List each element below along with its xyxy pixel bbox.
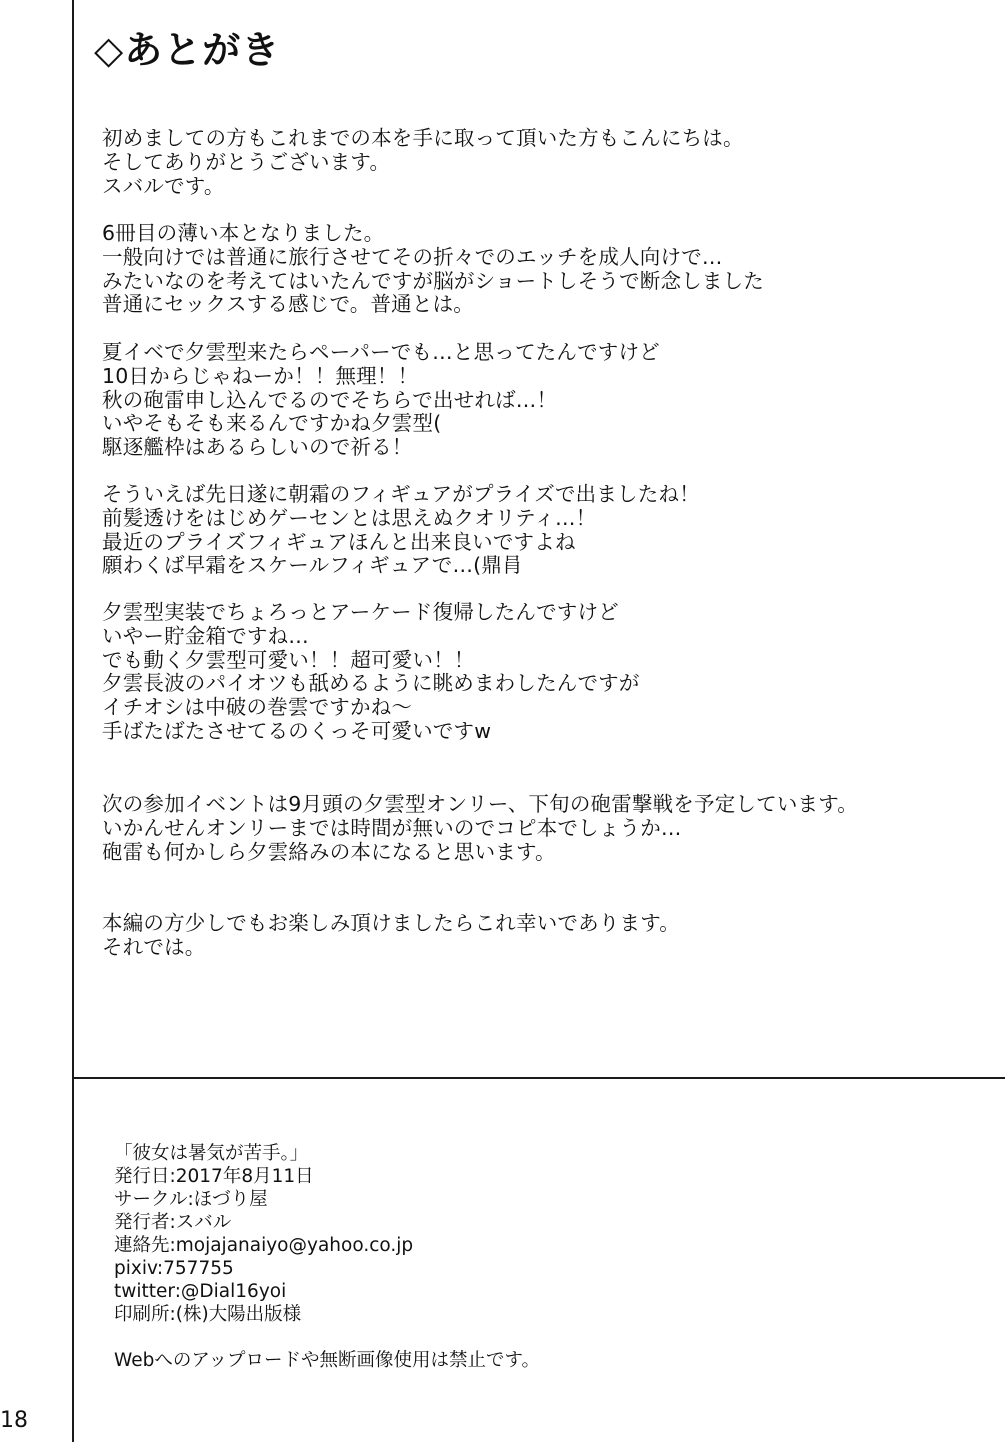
text-line: 願わくば早霜をスケールフィギュアで…(鼎肙 xyxy=(102,553,523,578)
text-line: そういえば先日遂に朝霜のフィギュアがプライズで出ましたね！ xyxy=(102,482,700,506)
text-line: 最近のプライズフィギュアほんと出来良いですよね xyxy=(102,529,576,554)
pixiv-id: pixiv:757755 xyxy=(114,1258,234,1279)
text-line: 次の参加イベントは9月頭の夕雲型オンリー、下旬の砲雷撃戦を予定しています。 xyxy=(102,792,858,816)
text-line: 夕雲長波のパイオツも舐めるように眺めまわしたんですが xyxy=(102,671,640,696)
printer-name: 印刷所:(株)大陽出版様 xyxy=(114,1304,302,1325)
text-line: いやー貯金箱ですね… xyxy=(102,623,309,648)
page-number: 18 xyxy=(0,1408,28,1433)
text-line: 前髪透けをはじめゲーセンとは思えぬクオリティ…！ xyxy=(102,505,597,530)
text-line: 手ばたばたさせてるのくっそ可愛いですw xyxy=(102,718,492,743)
text-line: 6冊目の薄い本となりました。 xyxy=(102,221,385,245)
text-line: 本編の方少しでもお楽しみ頂けましたらこれ幸いであります。 xyxy=(102,911,680,935)
text-line: 秋の砲雷申し込んでるのでそちらで出せれば…！ xyxy=(102,387,558,412)
text-line: でも動く夕雲型可愛い！！超可愛い！！ xyxy=(102,647,475,672)
text-line: 普通にセックスする感じで。普通とは。 xyxy=(102,292,474,317)
publisher-name: 発行者:スバル xyxy=(114,1212,232,1233)
text-line: それでは。 xyxy=(102,934,206,959)
paragraph-closing xyxy=(102,912,680,960)
text-line: そしてありがとうございます。 xyxy=(102,149,391,174)
paragraph-sixth-book xyxy=(102,222,764,317)
paragraph-greeting xyxy=(102,127,744,198)
text-line: 夕雲型実装でちょろっとアーケード復帰したんですけど xyxy=(102,600,619,624)
text-line: いかんせんオンリーまでは時間が無いのでコピ本でしょうか… xyxy=(102,815,682,840)
paragraph-arcade xyxy=(102,601,640,744)
paragraph-summer-event xyxy=(102,341,660,460)
paragraph-figure xyxy=(102,483,700,578)
text-line: イチオシは中破の巻雲ですかね～ xyxy=(102,695,413,720)
text-line: 初めましての方もこれまでの本を手に取って頂いた方もこんにちは。 xyxy=(102,126,744,150)
colophon xyxy=(114,1142,413,1326)
contact-email: 連絡先:mojajanaiyo@yahoo.co.jp xyxy=(114,1235,414,1256)
twitter-handle: twitter:@Dial16yoi xyxy=(114,1281,287,1302)
text-line: 夏イベで夕雲型来たらペーパーでも…と思ってたんですけど xyxy=(102,340,660,364)
text-line: みたいなのを考えてはいたんですが脳がショートしそうで断念しました xyxy=(102,268,764,293)
circle-name: サークル:ほづり屋 xyxy=(114,1189,268,1210)
paragraph-next-event xyxy=(102,793,858,864)
text-line: 砲雷も何かしら夕雲絡みの本になると思います。 xyxy=(102,839,556,864)
text-line: 10日からじゃねーか！！無理！！ xyxy=(102,363,419,388)
text-line: いやそもそも来るんですかね夕雲型( xyxy=(102,411,442,436)
issue-date: 発行日:2017年8月11日 xyxy=(114,1166,314,1187)
text-line: 駆逐艦枠はあるらしいので祈る！ xyxy=(102,435,413,460)
book-title: 「彼女は暑気が苦手。」 xyxy=(114,1143,309,1164)
page-title: ◇あとがき xyxy=(94,28,281,72)
upload-notice: Webへのアップロードや無断画像使用は禁止です。 xyxy=(114,1350,541,1371)
text-line: スバルです。 xyxy=(102,173,225,198)
text-line: 一般向けでは普通に旅行させてその折々でのエッチを成人向けで… xyxy=(102,244,723,269)
colophon-divider xyxy=(72,1077,1005,1079)
left-margin-rule xyxy=(72,0,74,1442)
